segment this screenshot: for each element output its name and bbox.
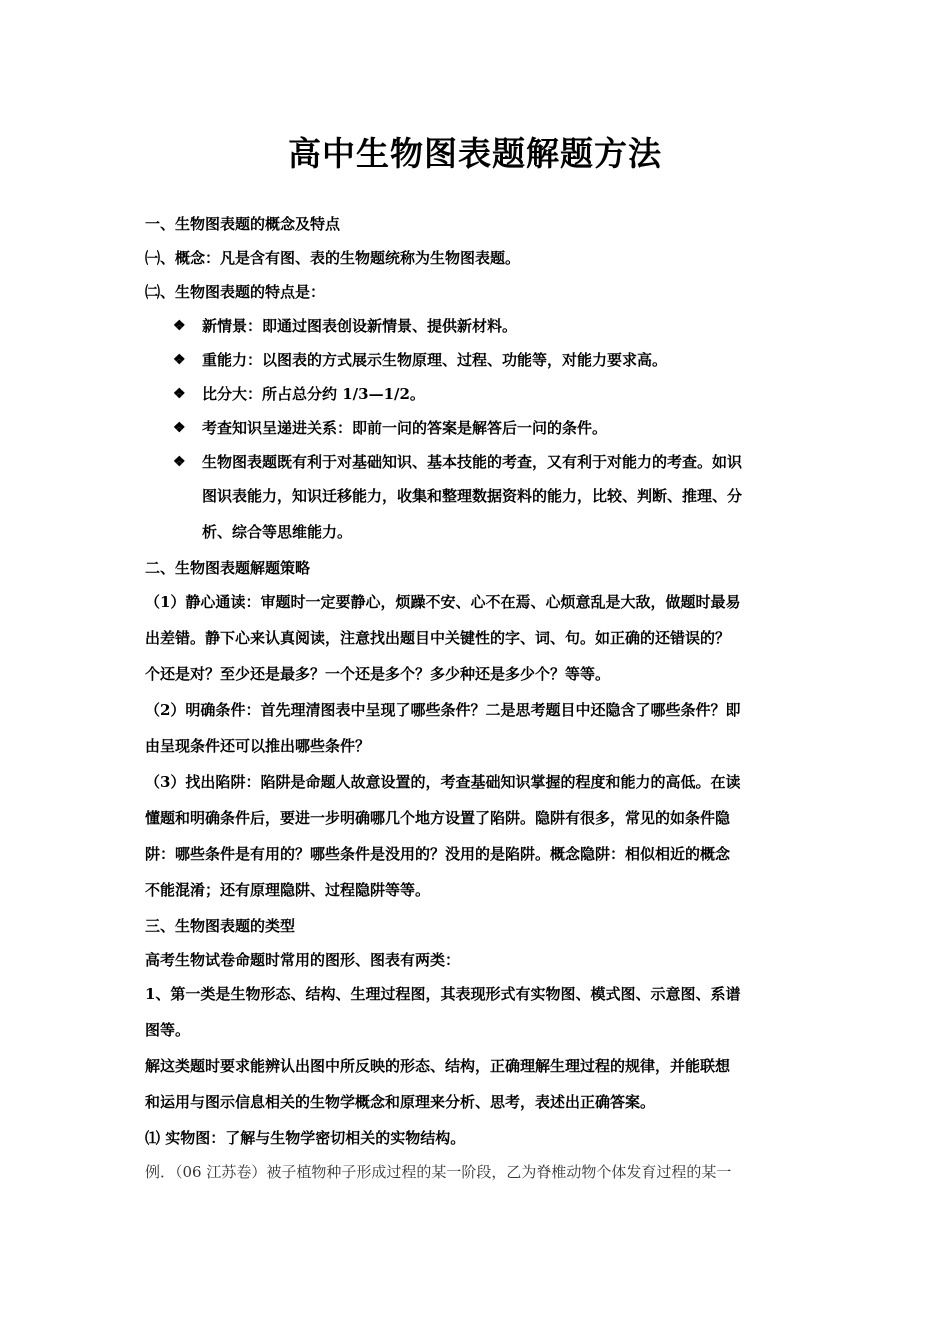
strategy3-line: 不能混淆；还有原理隐阱、过程隐阱等等。: [145, 881, 431, 899]
section2-heading: 二、生物图表题解题策略: [145, 559, 311, 577]
type1-desc-line: 解这类题时要求能辨认出图中所反映的形态、结构，正确理解生理过程的规律，并能联想: [145, 1057, 731, 1075]
bullet-text: 考查知识呈递进关系：即前一问的答案是解答后一问的条件。: [202, 419, 608, 437]
bullet-item: [145, 308, 807, 342]
strategy2-line: 由呈现条件还可以推出哪些条件？: [145, 737, 371, 755]
features-heading: ㈡、生物图表题的特点是：: [145, 283, 326, 301]
page-title: 高中生物图表题解题方法: [288, 134, 662, 173]
strategy2-line: （2）明确条件：首先理清图表中呈现了哪些条件？二是思考题目中还隐含了哪些条件？即: [145, 701, 741, 719]
strategy3-line: （3）找出陷阱：陷阱是命题人故意设置的，考查基础知识掌握的程度和能力的高低。在读: [145, 773, 741, 791]
diamond-bullet-icon: ❖: [173, 454, 186, 470]
bullet-text: 生物图表题既有利于对基础知识、基本技能的考查，又有利于对能力的考查。如识: [202, 453, 743, 471]
section1-heading: 一、生物图表题的概念及特点: [145, 215, 341, 233]
type1-line: 1、第一类是生物形态、结构、生理过程图，其表现形式有实物图、模式图、示意图、系谱: [145, 985, 741, 1003]
section3-intro: 高考生物试卷命题时常用的图形、图表有两类：: [145, 951, 461, 969]
strategy1-line: 出差错。静下心来认真阅读，注意找出题目中关键性的字、词、句。如正确的还错误的？: [145, 629, 731, 647]
diamond-bullet-icon: ❖: [173, 420, 186, 436]
section3-heading: 三、生物图表题的类型: [145, 917, 296, 935]
strategy1-line: （1）静心通读：审题时一定要静心，烦躁不安、心不在焉、心烦意乱是大敌，做题时最易: [145, 593, 741, 611]
diamond-bullet-icon: ❖: [173, 352, 186, 368]
bullet-continuation: 图识表能力，知识迁移能力，收集和整理数据资料的能力，比较、判断、推理、分: [202, 487, 743, 505]
bullet-item: [145, 444, 807, 478]
concept-line: ㈠、概念：凡是含有图、表的生物题统称为生物图表题。: [145, 249, 521, 267]
bullet-item: [145, 342, 807, 376]
strategy3-line: 阱：哪些条件是有用的？哪些条件是没用的？没用的是陷阱。概念隐阱：相似相近的概念: [145, 845, 731, 863]
example-line: 例．（06 江苏卷）被子植物种子形成过程的某一阶段，乙为脊椎动物个体发育过程的某一: [145, 1163, 732, 1181]
bullet-text: 新情景：即通过图表创设新情景、提供新材料。: [202, 317, 518, 335]
strategy3-line: 懂题和明确条件后，要进一步明确哪几个地方设置了陷阱。隐阱有很多，常见的如条件隐: [145, 809, 731, 827]
document-body: [145, 206, 807, 1190]
strategy1-line: 个还是对？至少还是最多？一个还是多个？多少种还是多少个？等等。: [145, 665, 611, 683]
bullet-continuation: 析、综合等思维能力。: [202, 523, 353, 541]
bullet-text: 重能力：以图表的方式展示生物原理、过程、功能等，对能力要求高。: [202, 351, 668, 369]
type1-desc-line: 和运用与图示信息相关的生物学概念和原理来分析、思考，表述出正确答案。: [145, 1093, 656, 1111]
diamond-bullet-icon: ❖: [173, 318, 186, 334]
bullet-text: 比分大：所占总分约 1/3—1/2。: [202, 385, 425, 403]
bullet-item: [145, 410, 807, 444]
bullet-item: [145, 376, 807, 410]
diamond-bullet-icon: ❖: [173, 386, 186, 402]
type1-line: 图等。: [145, 1021, 191, 1039]
subsection-real-object-figure: ⑴ 实物图：了解与生物学密切相关的实物结构。: [145, 1129, 466, 1147]
